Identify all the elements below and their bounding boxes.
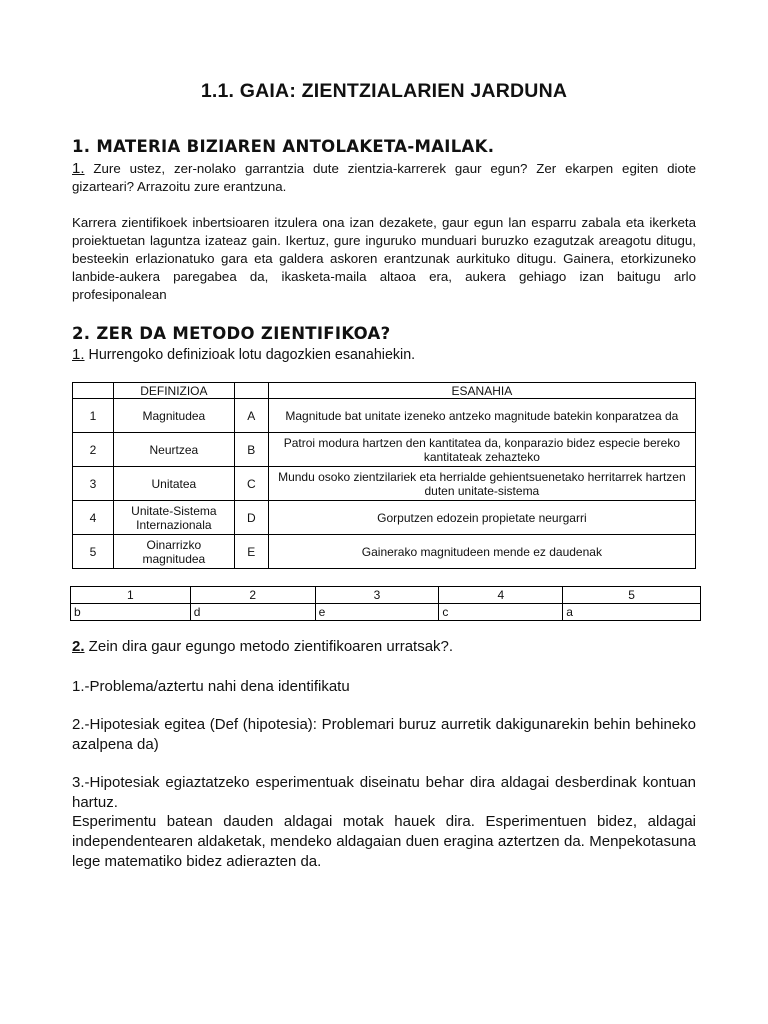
row-number: 5 [73, 535, 114, 569]
table-header-definizioa: DEFINIZIOA [113, 383, 234, 399]
row-meaning: Magnitude bat unitate izeneko antzeko magnitude batekin konparatzea da [268, 399, 695, 433]
question-number: 1. [72, 160, 85, 177]
table-row [73, 467, 696, 501]
answer-value: e [315, 604, 439, 621]
step-3: 3.-Hipotesiak egiaztatzeko esperimentuak diseinatu behar dira aldagai desberdinak kontuan hartuz. [72, 774, 696, 811]
answer-value: c [439, 604, 563, 621]
answer-value: b [71, 604, 191, 621]
question-number: 1. [72, 346, 85, 363]
table-row [73, 433, 696, 467]
answer-value: a [563, 604, 701, 621]
table-cell [73, 383, 114, 399]
question-number: 2. [72, 638, 85, 655]
section2-question1 [72, 346, 696, 364]
row-letter: D [234, 501, 268, 535]
row-meaning: Patroi modura hartzen den kantitatea da, konparazio bidez especie bereko kantitateak zehazteko [268, 433, 695, 467]
definitions-table [72, 382, 696, 569]
question-text: Hurrengoko definizioak lotu dagozkien esanahiekin. [84, 347, 416, 363]
row-letter: B [234, 433, 268, 467]
row-letter: E [234, 535, 268, 569]
row-letter: A [234, 399, 268, 433]
question-text: Zein dira gaur egungo metodo zientifikoaren urratsak?. [84, 638, 454, 655]
row-meaning: Gainerako magnitudeen mende ez daudenak [268, 535, 695, 569]
row-term: Neurtzea [113, 433, 234, 467]
row-number: 1 [73, 399, 114, 433]
answer-header: 3 [315, 587, 439, 604]
answer-value: d [190, 604, 315, 621]
section1-heading: 1. MATERIA BIZIAREN ANTOLAKETA-MAILAK. [72, 137, 495, 156]
table-row [73, 501, 696, 535]
row-letter: C [234, 467, 268, 501]
section1-question [72, 160, 696, 196]
answer-header: 2 [190, 587, 315, 604]
section1-answer: Karrera zientifikoek inbertsioaren itzulera ona izan dezakete, gaur egun lan esparru zabala eta ikerketa proiektuetan laguntza izateaz gain. Ikertuz, gure inguruko munduari buruzko ezagutzak areagotu ditugu, besteekin erlazionatuko gara eta galdera askoren erantzunak aurkituko ditugu. Gainera, etorkizuneko lanbide-aukera paregabea da, ikasketa-maila altaoa era, aukera gehiago izan baitugu arlo profesiponalean [72, 215, 696, 302]
question-text: Zure ustez, zer-nolako garrantzia dute zientzia-karrerek gaur egun? Zer ekarpen egiten diote gizarteari? Arrazoitu zure erantzuna. [72, 161, 696, 194]
row-meaning: Gorputzen edozein propietate neurgarri [268, 501, 695, 535]
row-meaning: Mundu osoko zientzilariek eta herrialde gehientsuenetako herritarrek hartzen duten unitate-sistema [268, 467, 695, 501]
section2-question2 [72, 637, 696, 657]
row-number: 4 [73, 501, 114, 535]
row-number: 3 [73, 467, 114, 501]
table-header-row [73, 383, 696, 399]
row-term: Unitate-Sistema Internazionala [113, 501, 234, 535]
table-row [73, 535, 696, 569]
answer-values-row [71, 604, 701, 621]
table-row [73, 399, 696, 433]
table-header-esanahia: ESANAHIA [268, 383, 695, 399]
section2-heading: 2. ZER DA METODO ZIENTIFIKOA? [72, 324, 391, 343]
step-1: 1.-Problema/aztertu nahi dena identifikatu [72, 678, 350, 695]
row-term: Magnitudea [113, 399, 234, 433]
answer-header: 5 [563, 587, 701, 604]
row-number: 2 [73, 433, 114, 467]
page-title: 1.1. GAIA: ZIENTZIALARIEN JARDUNA [200, 80, 568, 102]
table-cell [234, 383, 268, 399]
answer-header: 1 [71, 587, 191, 604]
answer-header: 4 [439, 587, 563, 604]
step-3-explanation: Esperimentu batean dauden aldagai motak hauek dira. Esperimentuen bidez, aldagai independentearen aldaketak, mendeko aldagaian duen eragina aztertzen da. Menpekotasuna lege matematiko bidez adierazten da. [72, 813, 696, 870]
answer-table [70, 586, 701, 621]
answer-header-row [71, 587, 701, 604]
step-2: 2.-Hipotesiak egitea (Def (hipotesia): Problemari buruz aurretik dakigunarekin behin behineko azalpena da) [72, 716, 696, 753]
row-term: Oinarrizko magnitudea [113, 535, 234, 569]
row-term: Unitatea [113, 467, 234, 501]
